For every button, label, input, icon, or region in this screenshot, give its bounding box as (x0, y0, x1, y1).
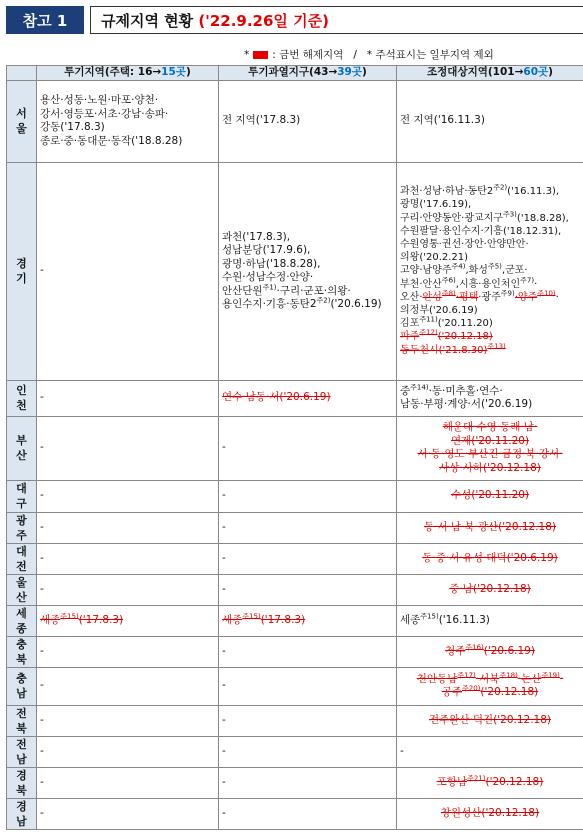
region-label: 전 북 (7, 705, 37, 736)
cell-adjustment: 동·서·남·북·광산('20.12.18) (397, 512, 583, 543)
cell-overheated: 과천('17.8.3), 성남분당('17.9.6), 광명·하남('18.8.28), 수원·성남수정·안양· 안산단원$^{주1)}$·구리·군포·의왕· 용인수지·기흥·동탄$2^{주2)}('20.6.19)$ (219, 162, 397, 380)
cell-adjustment: 세종$^{주15)}$('16.11.3) (397, 605, 583, 636)
cell-speculation: - (37, 705, 219, 736)
region-label: 부 산 (7, 416, 37, 480)
cell-speculation: - (37, 667, 219, 705)
corner-cell (7, 66, 37, 81)
table-row-gwangju (7, 512, 583, 543)
region-label: 전 남 (7, 736, 37, 767)
cell-overheated: - (219, 667, 397, 705)
table-row-gyeonggi (7, 162, 583, 380)
released-swatch (253, 51, 268, 59)
region-label: 대 전 (7, 543, 37, 574)
cell-overheated: 전 지역('17.8.3) (219, 80, 397, 162)
cell-adjustment: 수성('20.11.20) (397, 480, 583, 512)
cell-speculation: - (37, 636, 219, 667)
header-overheated-district: 투기과열지구(43→39곳) (219, 66, 397, 81)
cell-overheated: - (219, 767, 397, 798)
cell-speculation: - (37, 767, 219, 798)
table-row-incheon (7, 380, 583, 416)
cell-adjustment: 전주완산·덕진('20.12.18) (397, 705, 583, 736)
table-row-ulsan (7, 574, 583, 605)
cell-adjustment: 전 지역('16.11.3) (397, 80, 583, 162)
legend-label: : 금번 해제지역 (272, 49, 344, 61)
region-label: 경 북 (7, 767, 37, 798)
cell-overheated: - (219, 798, 397, 829)
cell-overheated: - (219, 705, 397, 736)
cell-adjustment: 중$^{주14)}$·동·미추홀·연수· 남동·부평·계양·서('20.6.19) (397, 380, 583, 416)
table-row-busan (7, 416, 583, 480)
cell-overheated: 세종$^{주15)}$('17.8.3) (219, 605, 397, 636)
cell-overheated: - (219, 574, 397, 605)
cell-overheated: - (219, 480, 397, 512)
table-row-gyeongnam (7, 798, 583, 829)
table-row-daegu (7, 480, 583, 512)
cell-overheated: 연수·남동·서('20.6.19) (219, 380, 397, 416)
cell-speculation: - (37, 543, 219, 574)
legend-asterisk: * (244, 49, 250, 61)
cell-adjustment: 청주$^{주16)}$('20.6.19) (397, 636, 583, 667)
cell-speculation: 용산·성동·노원·마포·양천· 강서·영등포·서초·강남·송파· 강동('17.8.3) 종로·중·동대문·동작('18.8.28) (37, 80, 219, 162)
cell-speculation: - (37, 380, 219, 416)
cell-speculation: - (37, 512, 219, 543)
region-label: 대 구 (7, 480, 37, 512)
table-row-seoul (7, 80, 583, 162)
region-label: 세 종 (7, 605, 37, 636)
cell-speculation: - (37, 798, 219, 829)
table-row-chungnam (7, 667, 583, 705)
title-bar (6, 6, 577, 34)
cell-overheated: - (219, 736, 397, 767)
cell-speculation: 세종$^{주15)}$('17.8.3) (37, 605, 219, 636)
cell-speculation: - (37, 574, 219, 605)
title-text: 규제지역 현황 (101, 11, 194, 30)
region-label: 광 주 (7, 512, 37, 543)
page-title (90, 6, 583, 34)
table-row-gyeongbuk (7, 767, 583, 798)
region-label: 인 천 (7, 380, 37, 416)
legend-separator: / (353, 49, 357, 61)
cell-adjustment: 포항남$^{주21)}$('20.12.18) (397, 767, 583, 798)
cell-adjustment: 동·중·서·유성·대덕('20.6.19) (397, 543, 583, 574)
region-label: 울 산 (7, 574, 37, 605)
cell-overheated: - (219, 512, 397, 543)
table-row-jeonbuk (7, 705, 583, 736)
legend-note: * 주석표시는 일부지역 제외 (366, 49, 494, 61)
cell-speculation: - (37, 162, 219, 380)
legend (0, 47, 583, 63)
cell-overheated: - (219, 543, 397, 574)
region-label: 경 기 (7, 162, 37, 380)
cell-adjustment: 중·남('20.12.18) (397, 574, 583, 605)
title-date: ('22.9.26일 기준) (198, 11, 329, 30)
cell-adjustment: 과천·성남·하남·동탄$2^{주2)}('16.11.3)$, 광명('17.6.19), 구리·안양동안·광교지구$^{주3)}$('18.8.28), 수원팔달·용인수지·기흥('18.12.31), 수원영통·권선·장안·안양만안· 의왕('20.2.21) 고양·남양주$^{주4)}$,화성$^{주5)}$,군포· 부천·안산$^{주6)}$,시흥·용인처인$^{주7)}$· 오산·안성$^{주8)}$·평택·광주$^{주9)}$·양주$^{주10)}$· 의정부('20.6.19) 김포$^{주11)}$('20.11.20) 파주$^{주12)}$('20.12.18) 동두천시$('21.8.30)^{주13)}$ (397, 162, 583, 380)
regulation-table (6, 65, 583, 830)
cell-adjustment: 해운대·수영·동래·남· 연제('20.11.20) 서·동·영도·부산진·금정·북·강서· 사상·사하('20.12.18) (397, 416, 583, 480)
cell-adjustment: 창원성산('20.12.18) (397, 798, 583, 829)
region-label: 서 울 (7, 80, 37, 162)
header-speculation-zone: 투기지역(주택: 16→15곳) (37, 66, 219, 81)
table-row-chungbuk (7, 636, 583, 667)
table-row-sejong (7, 605, 583, 636)
table-header-row (7, 66, 583, 81)
cell-speculation: - (37, 736, 219, 767)
cell-overheated: - (219, 416, 397, 480)
cell-adjustment: - (397, 736, 583, 767)
region-label: 충 남 (7, 667, 37, 705)
cell-overheated: - (219, 636, 397, 667)
cell-adjustment: 천안동남$^{주17)}$·서북$^{주18)}$·논산$^{주19)}$· 공주$^{주20)}$('20.12.18) (397, 667, 583, 705)
region-label: 경 남 (7, 798, 37, 829)
region-label: 충 북 (7, 636, 37, 667)
header-adjustment-zone: 조정대상지역(101→60곳) (397, 66, 583, 81)
reference-tag: 참고 1 (6, 6, 84, 34)
table-row-jeonnam (7, 736, 583, 767)
cell-speculation: - (37, 416, 219, 480)
cell-speculation: - (37, 480, 219, 512)
table-row-daejeon (7, 543, 583, 574)
